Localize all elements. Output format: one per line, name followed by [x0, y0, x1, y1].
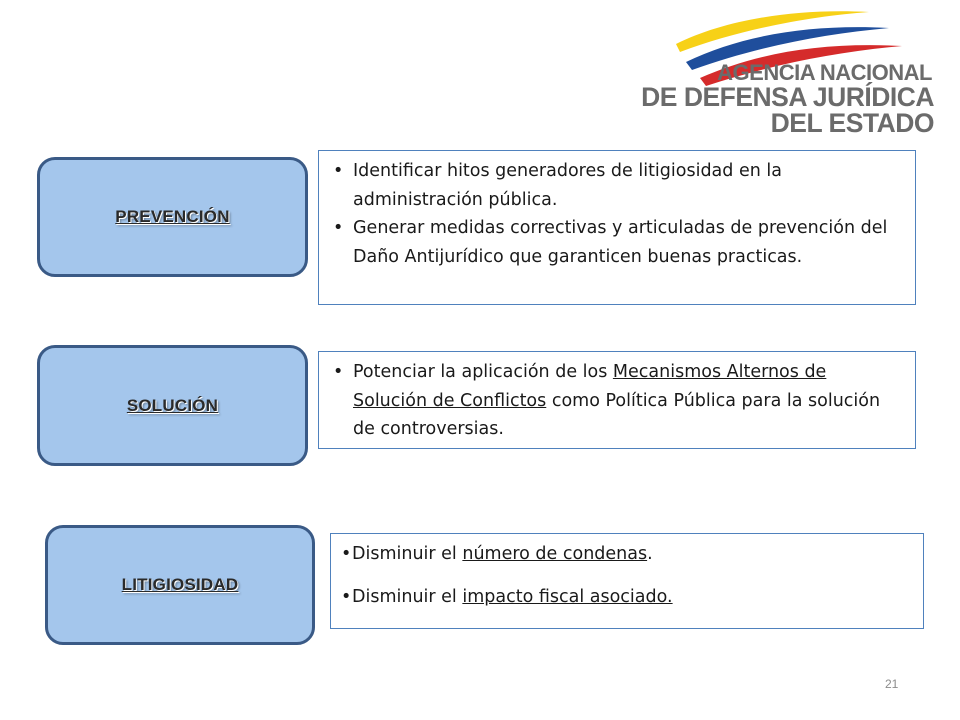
list-item-text: Generar medidas correctivas y articuladas de prevención del Daño Antijurídico que garanticen buenas practicas. [353, 218, 888, 267]
category-label-solucion: SOLUCIÓN [126, 395, 219, 415]
list-item-text-pre: Potenciar la aplicación de los [353, 362, 613, 382]
category-box-litigiosidad [45, 525, 315, 645]
category-label-litigiosidad: LITIGIOSIDAD [121, 575, 239, 594]
description-box-prevencion [318, 150, 916, 305]
description-box-solucion [318, 351, 916, 449]
list-item [333, 358, 903, 444]
bullet-marker: • [341, 587, 352, 607]
list-item-text-post: . [647, 544, 653, 564]
category-box-solucion [37, 345, 308, 466]
agency-logo [641, 6, 944, 138]
list-item-text: Identificar hitos generadores de litigiosidad en la administración pública. [353, 161, 782, 210]
list-item-text-pre: Disminuir el [352, 587, 463, 607]
bullet-marker: • [341, 544, 352, 564]
category-label-prevencion: PREVENCIÓN [115, 207, 230, 226]
logo-text-state: DEL ESTADO [770, 108, 934, 138]
list-item [341, 540, 913, 568]
category-box-prevencion [37, 157, 308, 277]
list-item-text-post: como Política Pública para la solución de controversias. [353, 390, 881, 439]
bullet-list [341, 540, 913, 611]
description-box-litigiosidad [330, 533, 924, 629]
logo-text-defense: DE DEFENSA JURÍDICA [641, 82, 934, 112]
link-mecanismos-alternos[interactable]: Mecanismos Alternos de Solución de Conflictos [353, 362, 827, 411]
bullet-marker: • [333, 161, 344, 181]
bullet-list [333, 358, 903, 444]
link-numero-condenas[interactable]: número de condenas [462, 544, 648, 564]
page-number: 21 [885, 677, 899, 691]
list-item [333, 214, 903, 271]
bullet-marker: • [333, 362, 344, 382]
bullet-list [333, 157, 903, 271]
bullet-marker: • [333, 218, 344, 238]
logo-text-agency: AGENCIA NACIONAL [717, 60, 932, 85]
list-item [333, 157, 903, 214]
list-item [341, 583, 913, 611]
link-impacto-fiscal[interactable]: impacto fiscal asociado. [462, 587, 673, 607]
list-item-text-pre: Disminuir el [352, 544, 463, 564]
